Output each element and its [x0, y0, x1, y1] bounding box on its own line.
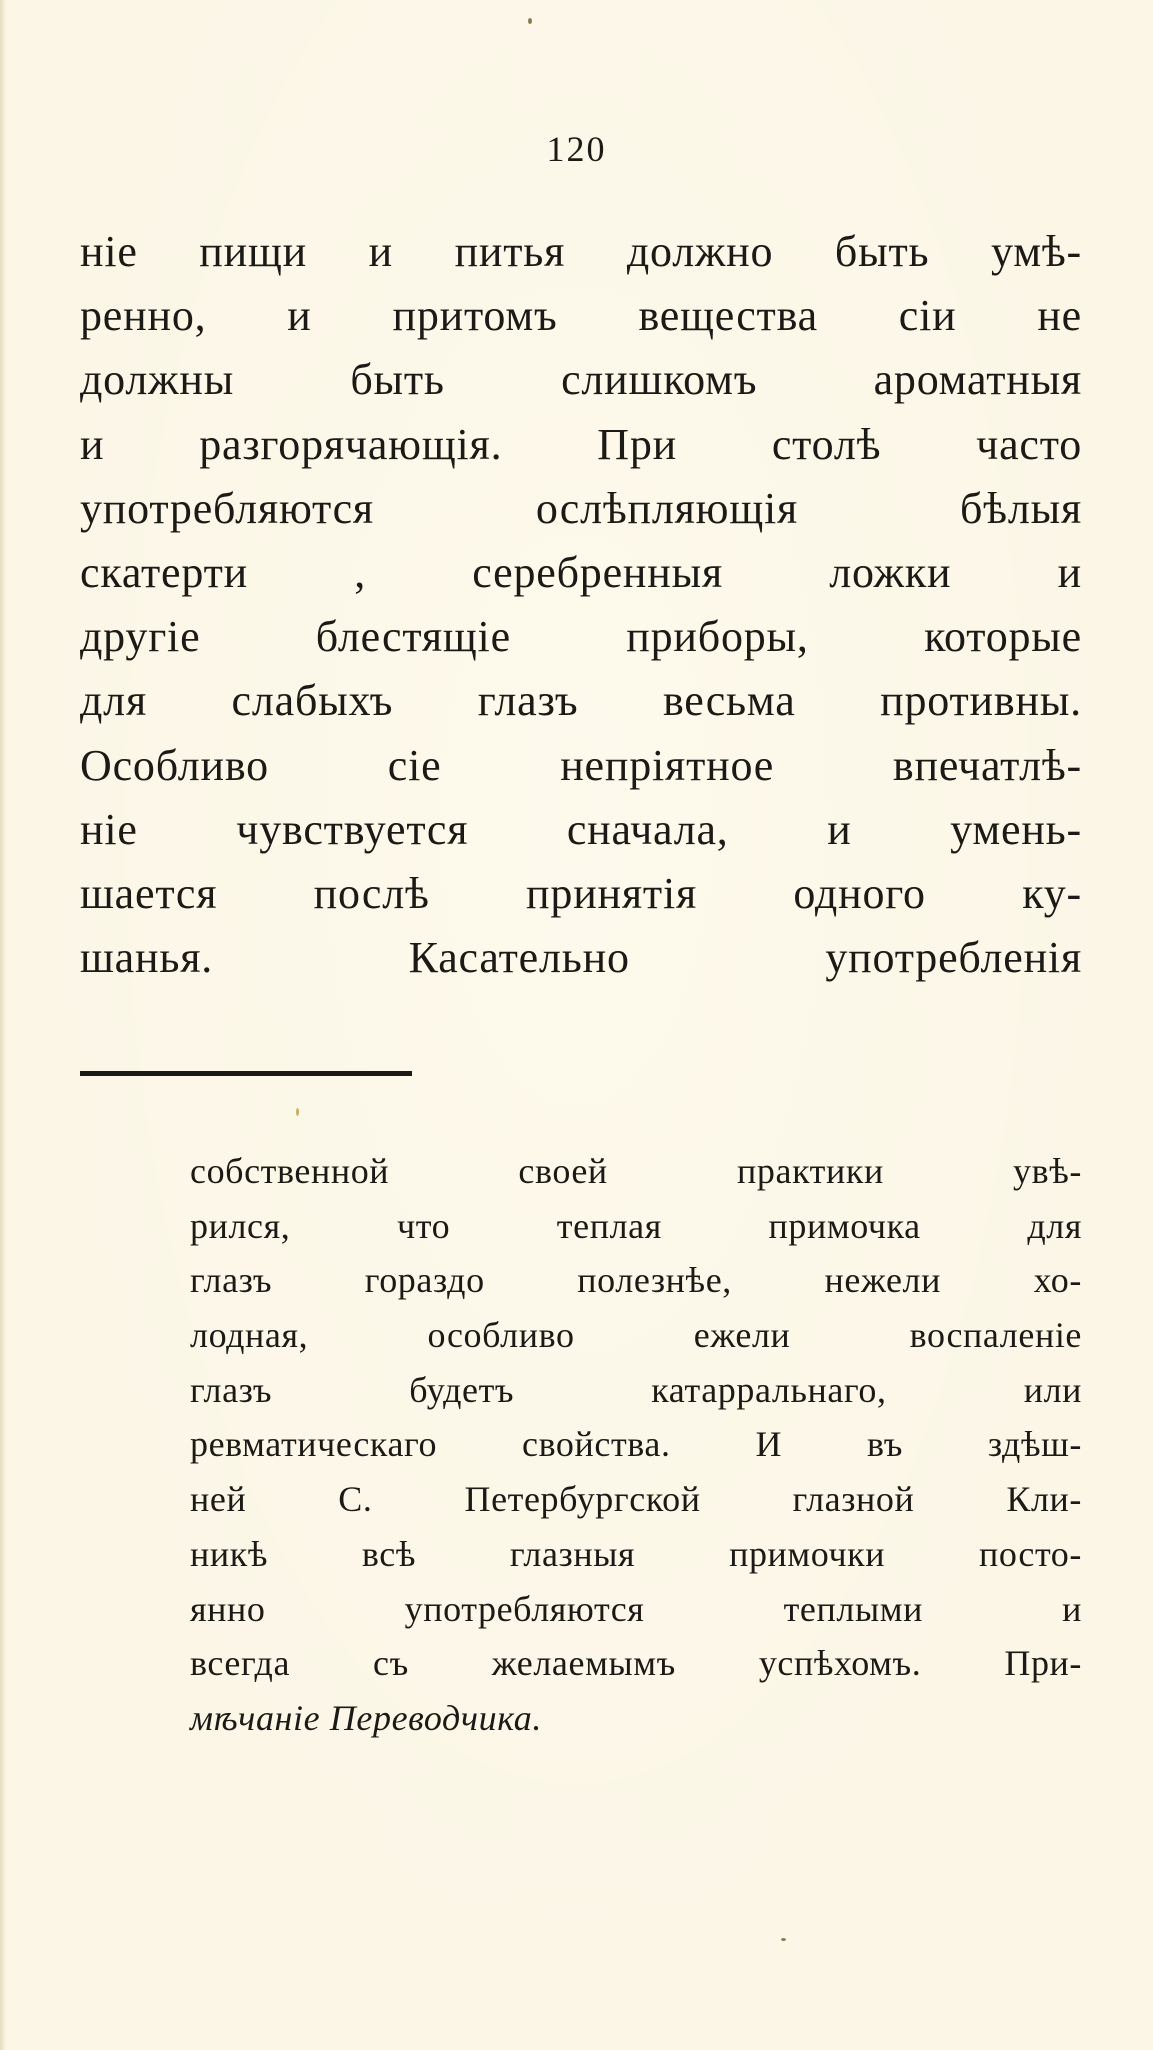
- paper-speck: [781, 1938, 786, 1941]
- main-text-line: для слабыхъ глазъ весьма противны.: [80, 676, 1082, 726]
- paper-speck: [528, 18, 532, 24]
- footnote-separator-rule: [80, 1071, 412, 1076]
- footnote-line: янно употребляются теплыми и: [190, 1588, 1082, 1629]
- footnote-line: никѣ всѣ глазныя примочки посто-: [190, 1533, 1082, 1574]
- paper-speck: [296, 1108, 299, 1116]
- main-text-block: [80, 220, 1082, 990]
- footnote-line: рился, что теплая примочка для: [190, 1205, 1082, 1246]
- footnote-translator-note: мѣчаніе Переводчика.: [190, 1697, 542, 1738]
- footnote-line: ревматическаго свойства. И въ здѣш-: [190, 1424, 1082, 1465]
- footnote-block: [190, 1144, 1082, 1746]
- main-text-line: другіе блестящіе приборы, которые: [80, 612, 1082, 662]
- footnote-line: глазъ будетъ катарральнаго, или: [190, 1369, 1082, 1410]
- footnote-line: собственной своей практики увѣ-: [190, 1151, 1082, 1191]
- main-text-line: употребляются ослѣпляющія бѣлыя: [80, 483, 1082, 533]
- main-text-line: и разгорячающія. При столѣ часто: [80, 419, 1082, 469]
- main-text-line: шанья. Касательно употребленія: [80, 933, 1082, 983]
- main-text-line: ренно, и притомъ вещества сіи не: [80, 291, 1082, 341]
- footnote-line: лодная, особливо ежели воспаленіе: [190, 1315, 1082, 1356]
- main-text-line: должны быть слишкомъ ароматныя: [80, 355, 1082, 405]
- page-number: 120: [546, 129, 607, 169]
- main-text-line: ніе чувствуется сначала, и умень-: [80, 804, 1082, 854]
- main-text-line: скатерти , серебренныя ложки и: [80, 547, 1082, 597]
- footnote-line: ней С. Петербургской глазной Кли-: [190, 1479, 1082, 1520]
- page-edge-shadow: [0, 0, 6, 2050]
- main-text-line: шается послѣ принятія одного ку-: [80, 868, 1082, 918]
- footnote-line: всегда съ желаемымъ успѣхомъ. При-: [190, 1643, 1082, 1684]
- footnote-line: глазъ гораздо полезнѣе, нежели хо-: [190, 1260, 1082, 1301]
- main-text-line: ніе пищи и питья должно быть умѣ-: [80, 227, 1082, 276]
- main-text-line: Особливо сіе непріятное впечатлѣ-: [80, 740, 1082, 790]
